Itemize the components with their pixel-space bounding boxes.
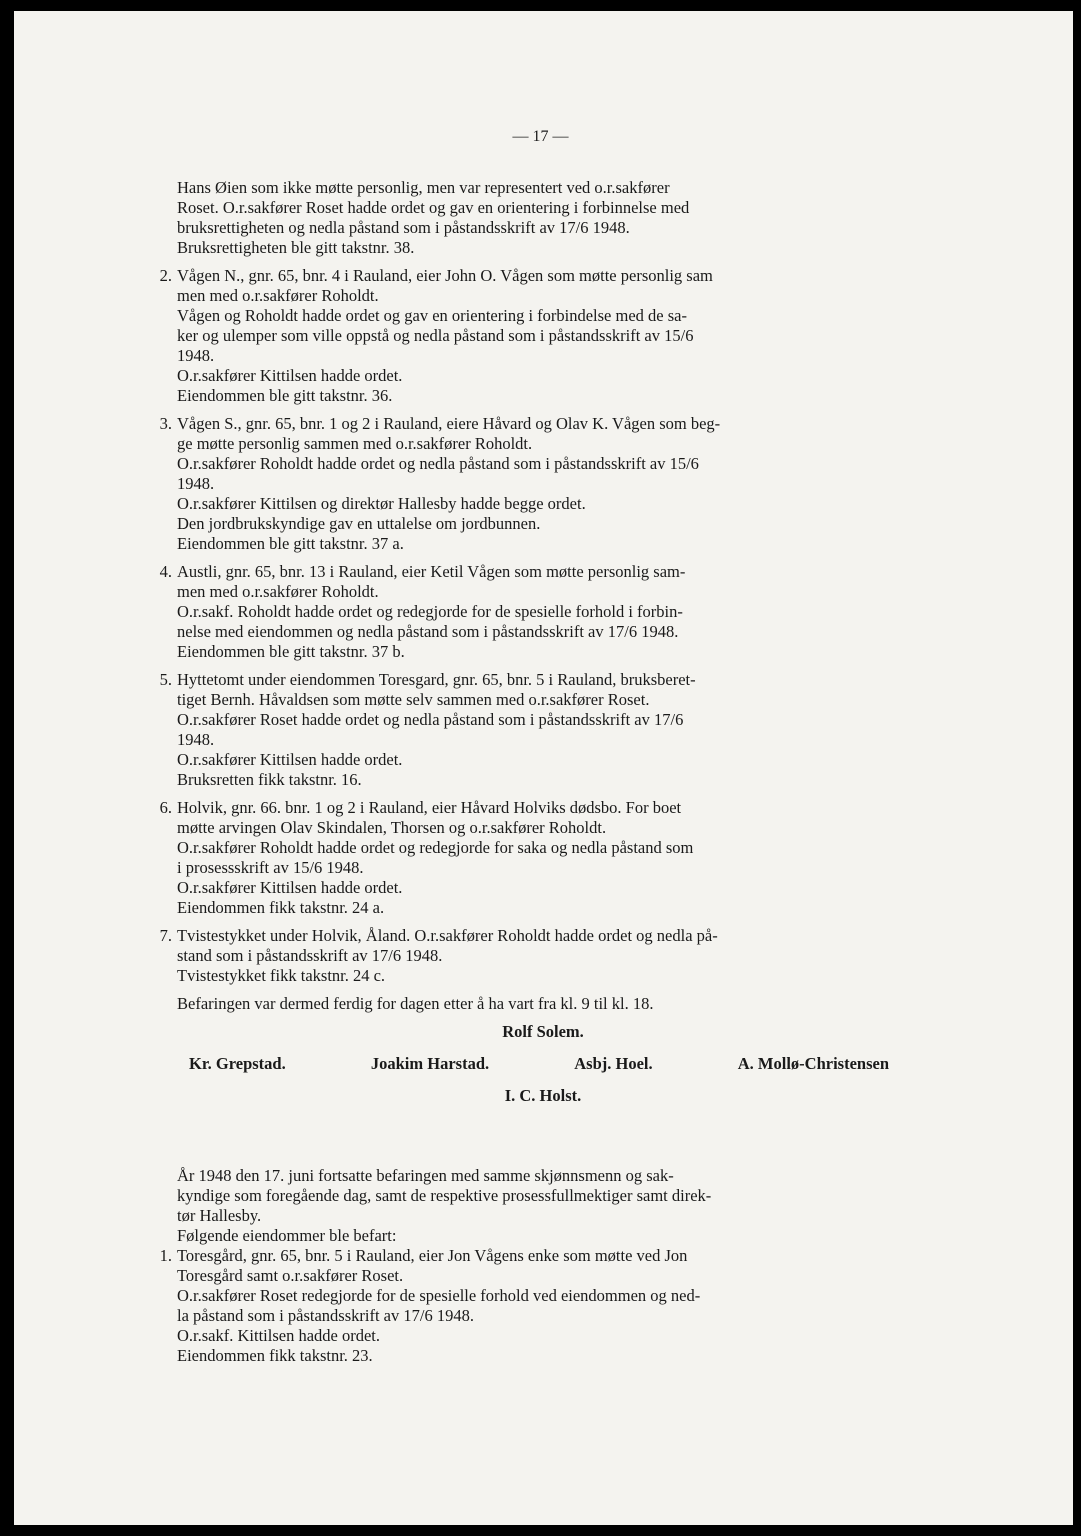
text-line: ker og ulemper som ville oppstå og nedla påstand som i påstandsskrift av 15/6 (177, 326, 694, 345)
text-line: O.r.sakfører Roset redegjorde for de spesielle forhold ved eiendommen og ned- (177, 1286, 701, 1305)
text-line: Eiendommen ble gitt takstnr. 36. (177, 386, 393, 405)
list-entry (159, 798, 909, 918)
entry-list-day1 (159, 266, 909, 994)
page-number: — 17 — (512, 128, 569, 145)
text-line: kyndige som foregående dag, samt de respektive prosessfullmektiger samt direk- (177, 1186, 712, 1205)
entry-number: 3. (159, 414, 172, 433)
text-line: O.r.sakfører Kittilsen hadde ordet. (177, 366, 403, 385)
text-line: Vågen N., gnr. 65, bnr. 4 i Rauland, eier John O. Vågen som møtte personlig sam (177, 266, 713, 285)
text-line: tør Hallesby. (177, 1206, 262, 1225)
list-entry (159, 926, 909, 986)
text-line: Toresgård samt o.r.sakfører Roset. (177, 1266, 404, 1285)
entry-number: 5. (159, 670, 172, 689)
text-line: O.r.sakfører Roset hadde ordet og nedla påstand som i påstandsskrift av 17/6 (177, 710, 684, 729)
text-line: 1948. (177, 474, 215, 493)
text-line: tiget Bernh. Håvaldsen som møtte selv sammen med o.r.sakfører Roset. (177, 690, 650, 709)
signature: Kr. Grepstad. (189, 1054, 286, 1073)
closing-line: Befaringen var dermed ferdig for dagen etter å ha vart fra kl. 9 til kl. 18. (177, 994, 654, 1013)
text-line: O.r.sakf. Roholdt hadde ordet og redegjorde for de spesielle forhold i forbin- (177, 602, 683, 621)
text-line: Eiendommen ble gitt takstnr. 37 b. (177, 642, 405, 661)
list-entry (159, 670, 909, 790)
text-line: Bruksretten fikk takstnr. 16. (177, 770, 362, 789)
day2-intro (177, 1166, 909, 1246)
entry-number: 6. (159, 798, 172, 817)
text-line: Eiendommen fikk takstnr. 23. (177, 1346, 373, 1365)
text-line: Toresgård, gnr. 65, bnr. 5 i Rauland, eier Jon Vågens enke som møtte ved Jon (177, 1246, 688, 1265)
entry-number: 1. (159, 1246, 172, 1265)
text-line: Austli, gnr. 65, bnr. 13 i Rauland, eier Ketil Vågen som møtte personlig sam- (177, 562, 686, 581)
signature: Asbj. Hoel. (574, 1054, 653, 1073)
text-line: stand som i påstandsskrift av 17/6 1948. (177, 946, 443, 965)
text-line: Roset. O.r.sakfører Roset hadde ordet og gav en orientering i forbinnelse med (177, 198, 690, 217)
text-line: Tvistestykket fikk takstnr. 24 c. (177, 966, 386, 985)
text-line: År 1948 den 17. juni fortsatte befaringen med samme skjønnsmenn og sak- (177, 1166, 674, 1185)
intro-paragraph (177, 178, 909, 258)
text-line: O.r.sakfører Kittilsen hadde ordet. (177, 750, 403, 769)
text-line: Den jordbrukskyndige gav en uttalelse om jordbunnen. (177, 514, 541, 533)
text-line: Hans Øien som ikke møtte personlig, men var representert ved o.r.sakfører (177, 178, 670, 197)
list-entry (159, 414, 909, 554)
text-line: 1948. (177, 730, 215, 749)
text-line: O.r.sakfører Kittilsen hadde ordet. (177, 878, 403, 897)
text-line: ge møtte personlig sammen med o.r.sakfører Roholdt. (177, 434, 533, 453)
text-line: Holvik, gnr. 66. bnr. 1 og 2 i Rauland, eier Håvard Holviks dødsbo. For boet (177, 798, 682, 817)
signature: A. Mollø-Christensen (737, 1054, 889, 1073)
entry-list-day2 (159, 1246, 909, 1374)
text-line: O.r.sakf. Kittilsen hadde ordet. (177, 1326, 380, 1345)
signature-last: I. C. Holst. (504, 1086, 582, 1105)
signature-chair: Rolf Solem. (502, 1022, 584, 1041)
text-line: Følgende eiendommer ble befart: (177, 1226, 397, 1245)
text-line: men med o.r.sakfører Roholdt. (177, 286, 379, 305)
list-entry (159, 562, 909, 662)
signature: Joakim Harstad. (370, 1054, 490, 1073)
text-line: Tvistestykket under Holvik, Åland. O.r.sakfører Roholdt hadde ordet og nedla på- (177, 926, 718, 945)
text-line: la påstand som i påstandsskrift av 17/6 1948. (177, 1306, 474, 1325)
signature-row (177, 1054, 909, 1076)
entry-number: 7. (159, 926, 172, 945)
text-line: Eiendommen ble gitt takstnr. 37 a. (177, 534, 404, 553)
text-line: O.r.sakfører Kittilsen og direktør Hallesby hadde begge ordet. (177, 494, 586, 513)
text-line: Hyttetomt under eiendommen Toresgard, gnr. 65, bnr. 5 i Rauland, bruksberet- (177, 670, 696, 689)
text-line: Bruksrettigheten ble gitt takstnr. 38. (177, 238, 415, 257)
text-line: i prosessskrift av 15/6 1948. (177, 858, 364, 877)
list-entry (159, 1246, 909, 1366)
entry-number: 2. (159, 266, 172, 285)
text-line: O.r.sakfører Roholdt hadde ordet og redegjorde for saka og nedla påstand som (177, 838, 694, 857)
text-line: 1948. (177, 346, 215, 365)
text-line: O.r.sakfører Roholdt hadde ordet og nedla påstand som i påstandsskrift av 15/6 (177, 454, 699, 473)
list-entry (159, 266, 909, 406)
text-line: bruksrettigheten og nedla påstand som i påstandsskrift av 17/6 1948. (177, 218, 630, 237)
text-line: Eiendommen fikk takstnr. 24 a. (177, 898, 385, 917)
text-line: nelse med eiendommen og nedla påstand som i påstandsskrift av 17/6 1948. (177, 622, 679, 641)
text-line: Vågen S., gnr. 65, bnr. 1 og 2 i Rauland, eiere Håvard og Olav K. Vågen som beg- (177, 414, 721, 433)
entry-number: 4. (159, 562, 172, 581)
text-line: men med o.r.sakfører Roholdt. (177, 582, 379, 601)
text-line: Vågen og Roholdt hadde ordet og gav en orientering i forbindelse med de sa- (177, 306, 687, 325)
document-body (159, 178, 909, 1374)
text-line: møtte arvingen Olav Skindalen, Thorsen og o.r.sakfører Roholdt. (177, 818, 607, 837)
